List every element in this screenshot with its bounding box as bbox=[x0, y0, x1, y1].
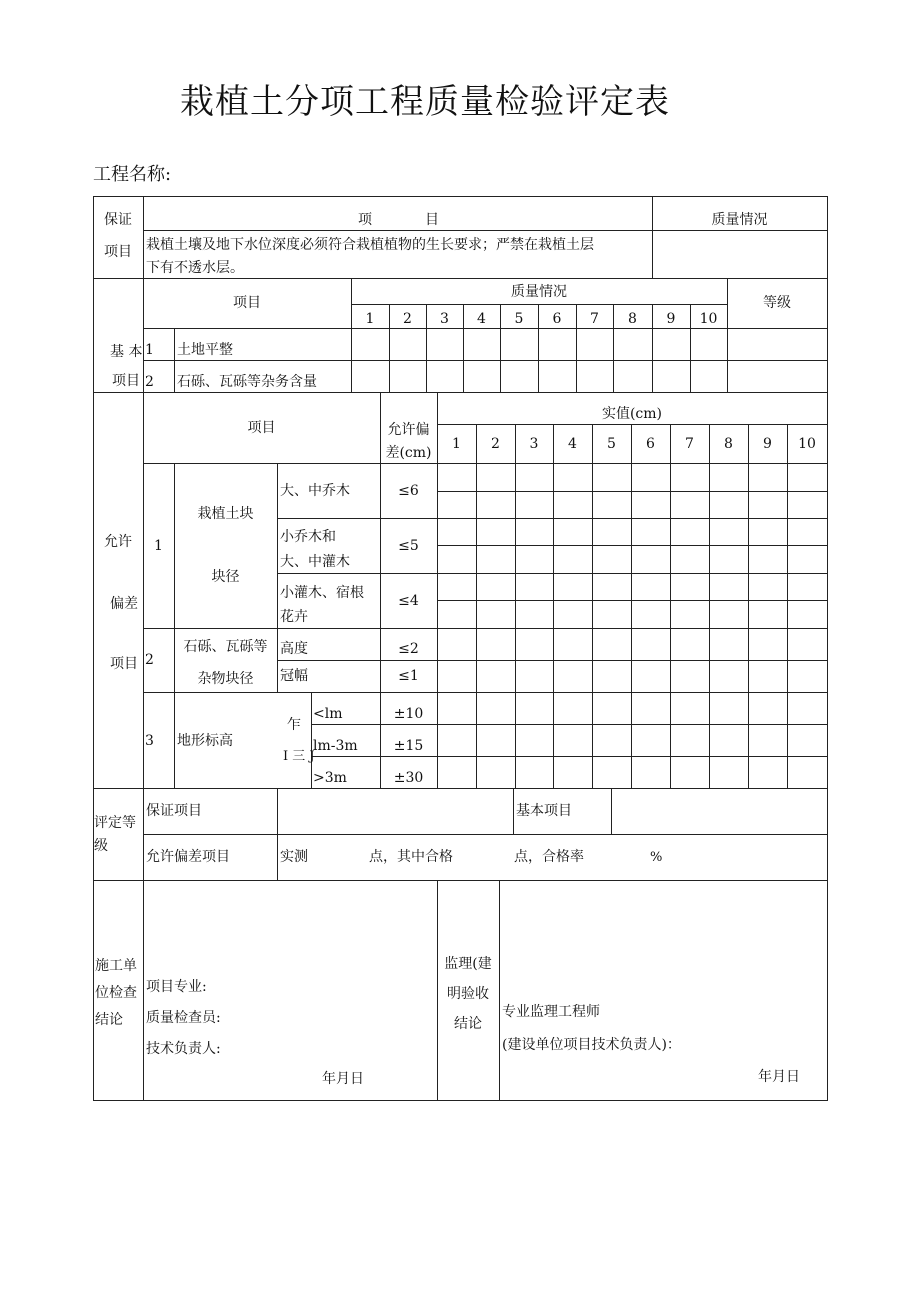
conclusion-supervisor-label-2: 明验收 bbox=[447, 986, 489, 1002]
tolerance-group3-sub: >3m bbox=[313, 770, 347, 786]
conclusion-date-left: 年月日 bbox=[322, 1071, 364, 1087]
basic-col-6: 6 bbox=[552, 311, 562, 327]
basic-item-name: 石砾、瓦砾等杂务含量 bbox=[177, 374, 317, 390]
basic-item-no: 2 bbox=[145, 374, 154, 390]
basic-label-2: 项目 bbox=[112, 373, 140, 389]
tolerance-group1-no: 1 bbox=[154, 538, 163, 554]
tolerance-group1-sub: 小乔木和 bbox=[280, 529, 336, 545]
evaluation-tolerance-label: 允许偏差项目 bbox=[146, 849, 230, 865]
tolerance-col-1: 1 bbox=[452, 436, 461, 452]
tolerance-col-2: 2 bbox=[491, 436, 500, 452]
tolerance-group3-no: 3 bbox=[145, 733, 154, 749]
tolerance-group2-name: 石砾、瓦砾等 bbox=[183, 639, 268, 655]
tolerance-group2-sub: 高度 bbox=[280, 641, 308, 657]
tolerance-group1-name: 栽植土块 bbox=[197, 506, 254, 522]
basic-col-2: 2 bbox=[403, 311, 412, 327]
basic-item-no: 1 bbox=[145, 342, 154, 358]
basic-col-10: 10 bbox=[699, 311, 718, 327]
guarantee-label-2: 项目 bbox=[104, 244, 132, 260]
project-name-label: 工程名称: bbox=[93, 164, 172, 185]
evaluation-points-rate: 点，合格率 bbox=[514, 849, 584, 865]
tolerance-group3-allow: ±10 bbox=[393, 706, 424, 722]
conclusion-supervisor-label: 监理(建 bbox=[444, 956, 492, 972]
basic-item-name: 土地平整 bbox=[177, 342, 233, 358]
tolerance-group1-allow: ≤5 bbox=[398, 538, 419, 554]
evaluation-basic-label: 基本项目 bbox=[516, 803, 572, 819]
evaluation-points-pass: 点，其中合格 bbox=[369, 849, 453, 865]
page-title: 栽植土分项工程质量检验评定表 bbox=[180, 82, 670, 122]
tolerance-group1-name-2: 块径 bbox=[211, 569, 240, 585]
tolerance-col-9: 9 bbox=[763, 436, 772, 452]
tolerance-col-8: 8 bbox=[724, 436, 733, 452]
evaluation-label-2: 级 bbox=[94, 838, 108, 854]
conclusion-builder-label: 施工单 bbox=[95, 958, 137, 974]
basic-label: 基 本 bbox=[110, 344, 143, 360]
tolerance-item-header: 项目 bbox=[247, 420, 276, 436]
tolerance-group1-allow: ≤4 bbox=[398, 593, 419, 609]
basic-col-3: 3 bbox=[440, 311, 449, 327]
tolerance-group1-sub: 大、中乔木 bbox=[280, 483, 350, 499]
conclusion-date-right: 年月日 bbox=[758, 1069, 800, 1085]
tolerance-group2-allow: ≤1 bbox=[398, 668, 419, 684]
tolerance-group1-sub-2: 大、中灌木 bbox=[280, 554, 350, 570]
evaluation-guarantee-label: 保证项目 bbox=[146, 803, 202, 819]
tolerance-group1-sub: 小灌木、宿根 bbox=[280, 585, 364, 601]
tolerance-label-2: 偏差 bbox=[110, 596, 138, 612]
tolerance-group1-allow: ≤6 bbox=[398, 483, 419, 499]
tolerance-group2-no: 2 bbox=[145, 652, 154, 668]
conclusion-supervisor-label-3: 结论 bbox=[454, 1016, 482, 1032]
tolerance-col-7: 7 bbox=[685, 436, 694, 452]
tolerance-label-3: 项目 bbox=[110, 656, 138, 672]
tolerance-col-4: 4 bbox=[568, 436, 577, 452]
tolerance-allow-header-2: 差(cm) bbox=[385, 445, 432, 461]
tolerance-col-5: 5 bbox=[607, 436, 616, 452]
conclusion-builder-label-2: 位检查 bbox=[95, 985, 137, 1001]
tolerance-col-3: 3 bbox=[529, 436, 539, 452]
guarantee-label: 保证 bbox=[104, 212, 132, 228]
conclusion-project-specialty: 项目专业: bbox=[146, 979, 207, 995]
tolerance-group3-name: 地形标高 bbox=[177, 733, 233, 749]
basic-col-4: 4 bbox=[477, 311, 486, 327]
tolerance-group2-allow: ≤2 bbox=[398, 641, 419, 657]
tolerance-group2-sub: 冠幅 bbox=[280, 668, 308, 684]
tolerance-group3-mark: 乍 bbox=[287, 717, 301, 733]
guarantee-item-header: 项 bbox=[358, 212, 372, 228]
basic-item-header: 项目 bbox=[233, 295, 261, 311]
tolerance-group2-name-2: 杂物块径 bbox=[197, 671, 254, 687]
basic-col-7: 7 bbox=[590, 311, 599, 327]
tolerance-group1-sub-2: 花卉 bbox=[280, 609, 308, 625]
evaluation-percent: % bbox=[650, 850, 663, 865]
conclusion-builder-label-3: 结论 bbox=[95, 1012, 123, 1028]
conclusion-supervisor-engineer: 专业监理工程师 bbox=[502, 1004, 600, 1020]
tolerance-group3-allow: ±30 bbox=[393, 770, 424, 786]
tolerance-group3-sub: <lm bbox=[313, 706, 343, 722]
guarantee-quality-header: 质量情况 bbox=[711, 212, 768, 228]
conclusion-tech-lead: 技术负责人: bbox=[146, 1041, 221, 1057]
basic-grade-header: 等级 bbox=[763, 295, 791, 311]
evaluation-measured: 实测 bbox=[280, 849, 308, 865]
tolerance-col-6: 6 bbox=[646, 436, 655, 452]
guarantee-item-header-2: 目 bbox=[425, 212, 439, 228]
tolerance-group3-sub: lm-3m bbox=[313, 738, 358, 754]
guarantee-requirement-2: 下有不透水层。 bbox=[146, 260, 244, 276]
conclusion-quality-inspector: 质量检查员: bbox=[146, 1010, 221, 1026]
basic-col-8: 8 bbox=[628, 311, 637, 327]
tolerance-allow-header: 允许偏 bbox=[387, 422, 430, 438]
tolerance-actual-header: 实值(cm) bbox=[601, 406, 663, 422]
basic-col-1: 1 bbox=[365, 311, 375, 327]
basic-quality-header: 质量情况 bbox=[511, 284, 567, 300]
tolerance-group3-allow: ±15 bbox=[393, 738, 424, 754]
tolerance-group3-mark-2: I 三 J bbox=[283, 749, 315, 764]
guarantee-requirement: 栽植土壤及地下水位深度必须符合栽植植物的生长要求；严禁在栽植土层 bbox=[146, 237, 594, 253]
basic-col-5: 5 bbox=[514, 311, 524, 327]
conclusion-owner-tech-lead: (建设单位项目技术负责人)： bbox=[502, 1037, 681, 1053]
tolerance-label: 允许 bbox=[104, 534, 132, 550]
basic-col-9: 9 bbox=[666, 311, 676, 327]
tolerance-col-10: 10 bbox=[798, 436, 816, 452]
evaluation-label: 评定等 bbox=[94, 815, 136, 831]
